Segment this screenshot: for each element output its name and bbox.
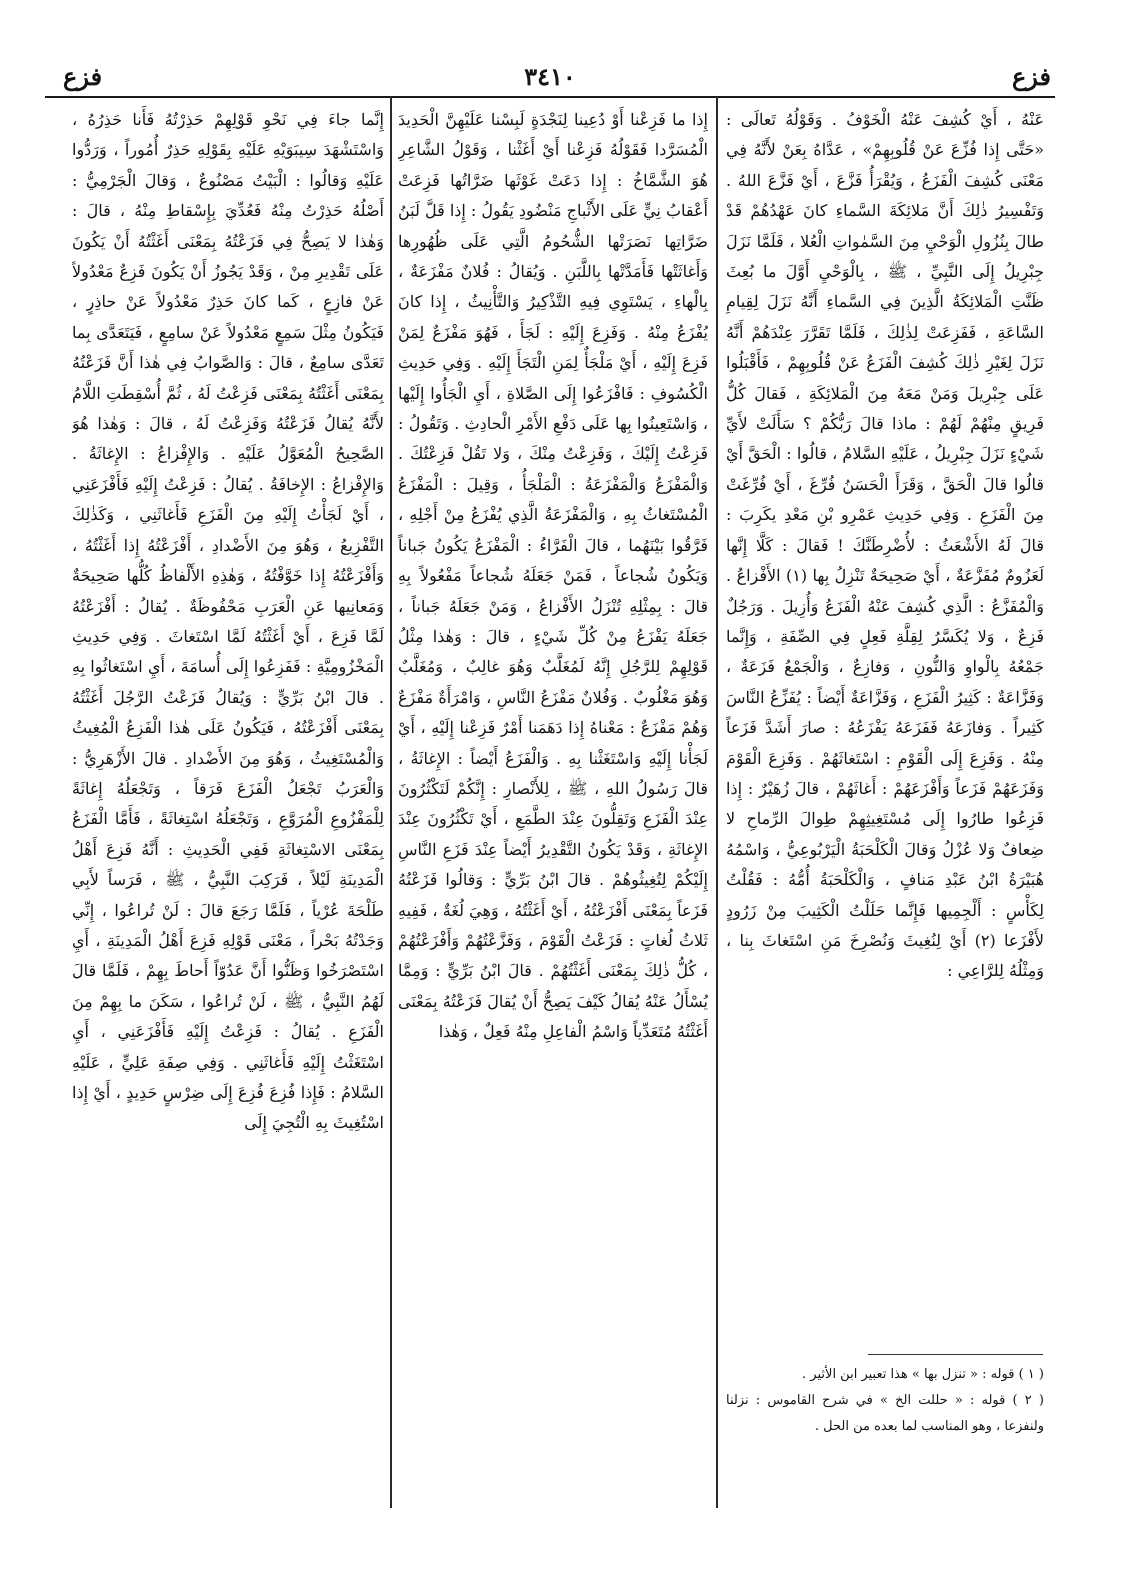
column-text: إِنَّما جاءَ فِي نَحْوِ قَوْلِهِمْ حَذِرْتُهُ فَأَنا حَذِرُهُ ، وَاسْتَشْهَدَ سِيبَوَيْهِ عَلَيْهِ بِقَوْلِهِ حَذِرٌ أُمُوراً ، وَرَدُّوا عَلَيْهِ وَقالُوا : الْبَيْتُ مَصْنُوعٌ ، وَقالَ الْجَرْمِيُّ : أَصْلُهُ حَذِرْتُ مِنْهُ فَعُدِّيَ بِإِسْقاطِ مِنْهُ ، قالَ : وَهٰذا لا يَصِحُّ فِي فَزَعْتُهُ بِمَعْنَى أَغَثْتُهُ أَنْ يَكُونَ عَلَى تَقْدِيرِ مِنْ ، وَقَدْ يَجُوزُ أَنْ يَكُونَ فَزِعٌ مَعْدُولاً عَنْ فازِعٍ ، كَما كانَ حَذِرٌ مَعْدُولاً عَنْ حاذِرٍ ، فَيَكُونُ مِثْلَ سَمِعٍ مَعْدُولاً عَنْ سامِعٍ ، فَيَتَعَدَّى بِما تَعَدَّى سامِعٌ ، قالَ : وَالصَّوابُ فِي هٰذا أَنَّ فَزَعْتُهُ بِمَعْنَى أَغَثْتُهُ بِمَعْنَى فَزِعْتُ لَهُ ، ثُمَّ أُسْقِطَتِ اللَّامُ لأَنَّهُ يُقالُ فَزَعْتُهُ وَفَزِعْتُ لَهُ ، قالَ : وَهٰذا هُوَ الصَّحِيحُ الْمُعَوَّلُ عَلَيْهِ . وَالإِفْزاعُ : الإِغاثَةُ . وَالإِفْزاعُ : الإِخافَةُ . يُقالُ : فَزِعْتُ إِلَيْهِ فَأَفْزَعَنِي ، أَيْ لَجَأْتُ إِلَيْهِ مِنَ الْفَزَعِ فَأَغاثَنِي ، وَكَذٰلِكَ التَّفْزِيعُ ، وَهُوَ مِنَ الأَضْدادِ ، أَفْزَعْتُهُ إِذا أَغَثْتُهُ ، وَأَفْزَعْتُهُ إِذا خَوَّفْتُهُ ، وَهٰذِهِ الأَلْفاظُ كُلُّها صَحِيحَةٌ وَمَعانِيها عَنِ الْعَرَبِ مَحْفُوظَةٌ . يُقالُ : أَفْزَعْتُهُ لَمَّا فَزِعَ ، أَيْ أَغَثْتُهُ لَمَّا اسْتَغاثَ . وَفِي حَدِيثِ الْمَخْزُومِيَّةِ : فَفَزِعُوا إِلَى أُسامَةَ ، أَيِ اسْتَغاثُوا بِهِ . قالَ ابْنُ بَرِّيٍّ : وَيُقالُ فَزَعْتُ الرَّجُلَ أَغَثْتُهُ بِمَعْنَى أَفْزَعْتُهُ ، فَيَكُونُ عَلَى هٰذا الْفَزِعُ الْمُغِيثُ وَالْمُسْتَغِيثُ ، وَهُوَ مِنَ الأَضْدادِ . قالَ الأَزْهَرِيُّ : وَالْعَرَبُ تَجْعَلُ الْفَزَعَ فَرَقاً ، وَتَجْعَلُهُ إِغاثَةً لِلْمَفْزُوعِ الْمُرَوَّعِ ، وَتَجْعَلُهُ اسْتِغاثَةً ، فَأَمَّا الْفَزَعُ بِمَعْنَى الاسْتِغاثَةِ فَفِي الْحَدِيثِ : أَنَّهُ فَزِعَ أَهْلُ الْمَدِينَةِ لَيْلاً ، فَرَكِبَ النَّبِيُّ ، ﷺ ، فَرَساً لأَبِي طَلْحَةَ عُرْياً ، فَلَمَّا رَجَعَ قالَ : لَنْ تُراعُوا ، إِنِّي وَجَدْتُهُ بَحْراً ، مَعْنَى قَوْلِهِ فَزِعَ أَهْلُ الْمَدِينَةِ ، أَيِ اسْتَصْرَخُوا وَظَنُّوا أَنَّ عَدُوّاً أَحاطَ بِهِمْ ، فَلَمَّا قالَ لَهُمُ النَّبِيُّ ، ﷺ ، لَنْ تُراعُوا ، سَكَنَ ما بِهِمْ مِنَ الْفَزَعِ . يُقالُ : فَزِعْتُ إِلَيْهِ فَأَفْزَعَنِي ، أَيِ اسْتَغَثْتُ إِلَيْهِ فَأَغاثَنِي . وَفِي صِفَةِ عَلِيٍّ ، عَلَيْهِ السَّلامُ : فَإِذا فُزِعَ فُزِعَ إِلَى ضِرْسٍ حَدِيدٍ ، أَيْ إِذا اسْتُغِيثَ بِهِ الْتُجِيَ إِلَى <box>72 110 384 1133</box>
column-divider-right <box>716 96 718 1508</box>
text-column-right <box>726 105 1044 1405</box>
column-text: عَنْهُ ، أَيْ كُشِفَ عَنْهُ الْخَوْفُ . وَقَوْلُهُ تَعالَى : «حَتَّى إِذا فُزِّعَ عَنْ قُلُوبِهِمْ» ، عَدَّاهُ بِعَنْ لأَنَّهُ فِي مَعْنَى كُشِفَ الْفَزَعُ ، وَيُقْرَأُ فَزَّعَ ، أَيْ فَزَّعَ اللهُ . وَتَفْسِيرُ ذٰلِكَ أَنَّ مَلائِكَةَ السَّماءِ كانَ عَهْدُهُمْ قَدْ طالَ بِنُزُولِ الْوَحْيِ مِنَ السَّمٰواتِ الْعُلا ، فَلَمَّا نَزَلَ جِبْرِيلُ إِلَى النَّبِيِّ ، ﷺ ، بِالْوَحْيِ أَوَّلَ ما بُعِثَ ظَنَّتِ الْمَلائِكَةُ الَّذِينَ فِي السَّماءِ أَنَّهُ نَزَلَ لِقِيامِ السَّاعَةِ ، فَفَزِعَتْ لِذٰلِكَ ، فَلَمَّا تَقَرَّرَ عِنْدَهُمْ أَنَّهُ نَزَلَ لِغَيْرِ ذٰلِكَ كُشِفَ الْفَزَعُ عَنْ قُلُوبِهِمْ ، فَأَقْبَلُوا عَلَى جِبْرِيلَ وَمَنْ مَعَهُ مِنَ الْمَلائِكَةِ ، فَقالَ كُلُّ فَرِيقٍ مِنْهُمْ لَهُمْ : ماذا قالَ رَبُّكُمْ ؟ سَأَلَتْ لأَيِّ شَيْءٍ نَزَلَ جِبْرِيلُ ، عَلَيْهِ السَّلامُ ، قالُوا : الْحَقَّ أَيْ قالُوا قالَ الْحَقَّ ، وَقَرَأَ الْحَسَنُ فُرِّغَ ، أَيْ فُرِّغَتْ مِنَ الْفَزَعِ . وَفِي حَدِيثِ عَمْرِو بْنِ مَعْدِ يكَرِبَ : قالَ لَهُ الأَشْعَثُ : لأُضْرِطَنَّكَ ! فَقالَ : كَلَّا إِنَّها لَعَزُومٌ مُفَزَّعَةٌ ، أَيْ صَحِيحَةٌ تَنْزِلُ بِها (١) الأَفْزاعُ . وَالْمُفَزَّعُ : الَّذِي كُشِفَ عَنْهُ الْفَزَعُ وَأُزِيلَ . وَرَجُلٌ فَزِعٌ ، وَلا يُكَسَّرُ لِقِلَّةِ فَعِلٍ فِي الصِّفَةِ ، وَإِنَّما جَمْعُهُ بِالْواوِ وَالنُّونِ ، وَفازِعٌ ، وَالْجَمْعُ فَزَعَةٌ ، وَفَزَّاعَةٌ : كَثِيرُ الْفَزَعِ ، وَفَزَّاعَةٌ أَيْضاً : يُفَزِّعُ النَّاسَ كَثِيراً . وَفازَعَهُ فَفَزَعَهُ يَفْزَعُهُ : صارَ أَشَدَّ فَزَعاً مِنْهُ . وَفَزِعَ إِلَى الْقَوْمِ : اسْتَغاثَهُمْ . وَفَزِعَ الْقَوْمَ وَفَزَعَهُمْ فَزَعاً وَأَفْزَعَهُمْ : أَغاثَهُمْ ، قالَ زُهَيْرٌ : إِذا فَزِعُوا طارُوا إِلَى مُسْتَغِيثِهِمْ طِوالَ الرِّماحِ لا ضِعافٌ وَلا عُزْلُ وَقالَ الْكَلْحَبَةُ الْيَرْبُوعِيُّ ، وَاسْمُهُ هُبَيْرَةُ ابْنُ عَبْدِ مَنافٍ ، وَالْكَلْحَبَةُ أُمُّهُ : فَقُلْتُ لِكَأْسٍ : أَلْجِمِيها فَإِنَّما حَلَلْتُ الْكَثِيبَ مِنْ زَرُودٍ لأَفْزَعا (٢) أَيْ لِنُغِيثَ وَنُصْرِخَ مَنِ اسْتَغاثَ بِنا ، وَمِثْلُهُ لِلرَّاعِي : <box>726 110 1044 981</box>
text-column-left <box>72 105 384 1500</box>
page-header <box>45 58 1055 98</box>
column-text: إِذا ما فَزِعْنا أَوْ دُعِينا لِنَجْدَةٍ لَبِسْنا عَلَيْهِنَّ الْحَدِيدَ الْمُسَرَّدا فَقَوْلُهُ فَزِعْنا أَيْ أَغَثْنا ، وَقَوْلُ الشَّاعِرِ هُوَ الشَّمَّاخُ : إِذا دَعَتْ غَوْثَها ضَرَّاتُها فَزِعَتْ أَعْقابُ نِيٍّ عَلَى الأَثْباجِ مَنْضُودِ يَقُولُ : إِذا قَلَّ لَبَنُ ضَرَّاتِها نَصَرَتْها الشُّحُومُ الَّتِي عَلَى ظُهُورِها وَأَغاثَتْها فَأَمَدَّتْها بِاللَّبَنِ . وَيُقالُ : فُلانٌ مَفْزَعَةٌ ، بِالْهاءِ ، يَسْتَوِي فِيهِ التَّذْكِيرُ وَالتَّأْنِيثُ ، إِذا كانَ يُفْزَعُ مِنْهُ . وَفَزِعَ إِلَيْهِ : لَجَأَ ، فَهُوَ مَفْزَعٌ لِمَنْ فَزِعَ إِلَيْهِ ، أَيْ مَلْجَأٌ لِمَنِ الْتَجَأَ إِلَيْهِ . وَفِي حَدِيثِ الْكُسُوفِ : فَافْزَعُوا إِلَى الصَّلاةِ ، أَيِ الْجَأُوا إِلَيْها ، وَاسْتَعِينُوا بِها عَلَى دَفْعِ الأَمْرِ الْحادِثِ . وَتَقُولُ : فَزِعْتُ إِلَيْكَ ، وَفَزِعْتُ مِنْكَ ، وَلا تَقُلْ فَزِعْتُكَ . وَالْمَفْزَعُ وَالْمَفْزَعَةُ : الْمَلْجَأُ ، وَقِيلَ : الْمَفْزَعُ الْمُسْتَغاثُ بِهِ ، وَالْمَفْزَعَةُ الَّذِي يُفْزَعُ مِنْ أَجْلِهِ ، فَرَّقُوا بَيْنَهُما ، قالَ الْفَرَّاءُ : الْمَفْزَعُ يَكُونُ جَباناً وَيَكُونُ شُجاعاً ، فَمَنْ جَعَلَهُ شُجاعاً مَفْعُولاً بِهِ قالَ : بِمِثْلِهِ تُنْزَلُ الأَفْزاعُ ، وَمَنْ جَعَلَهُ جَباناً ، جَعَلَهُ يَفْزَعُ مِنْ كُلِّ شَيْءٍ ، قالَ : وَهٰذا مِثْلُ قَوْلِهِمْ لِلرَّجُلِ إِنَّهُ لَمُغَلَّبٌ وَهُوَ غالِبٌ ، وَمُغَلَّبٌ وَهُوَ مَغْلُوبٌ . وَفُلانٌ مَفْزَعُ النَّاسِ ، وَامْرَأَةٌ مَفْزَعٌ وَهُمْ مَفْزَعٌ : مَعْناهُ إِذا دَهَمَنا أَمْرٌ فَزِعْنا إِلَيْهِ ، أَيْ لَجَأْنا إِلَيْهِ وَاسْتَغَثْنا بِهِ . وَالْفَزَعُ أَيْضاً : الإِغاثَةُ ، قالَ رَسُولُ اللهِ ، ﷺ ، لِلأَنْصارِ : إِنَّكُمْ لَتَكْثُرُونَ عِنْدَ الْفَزَعِ وَتَقِلُّونَ عِنْدَ الطَّمَعِ ، أَيْ تَكْثُرُونَ عِنْدَ الإِغاثَةِ ، وَقَدْ يَكُونُ التَّقْدِيرُ أَيْضاً عِنْدَ فَزَعِ النَّاسِ إِلَيْكُمْ لِتُغِيثُوهُمْ . قالَ ابْنُ بَرِّيٍّ : وَقالُوا فَزَعْتُهُ فَزَعاً بِمَعْنَى أَفْزَعْتُهُ ، أَيْ أَغَثْتُهُ ، وَهِيَ لُغَةٌ ، فَفِيهِ ثَلاثُ لُغاتٍ : فَزَعْتُ الْقَوْمَ ، وَفَزَّعْتُهُمْ وَأَفْزَعْتُهُمْ ، كُلُّ ذٰلِكَ بِمَعْنَى أَغَثْتُهُمْ . قالَ ابْنُ بَرِّيٍّ : وَمِمَّا يُسْأَلُ عَنْهُ يُقالُ كَيْفَ يَصِحُّ أَنْ يُقالَ فَزَعْتُهُ بِمَعْنَى أَغَثْتُهُ مُتَعَدِّياً وَاسْمُ الْفاعِلِ مِنْهُ فَعِلٌ ، وَهٰذا <box>398 110 708 1042</box>
footnote: ( ٢ ) قوله : « حللت الخ » في شرح القاموس : نزلنا ولنفزعا ، وهو المناسب لما بعده من الحل . <box>726 1393 1044 1434</box>
page-number: ٣٤١٠ <box>524 62 576 91</box>
text-column-middle <box>398 105 708 1500</box>
footnote-separator <box>868 1354 1043 1355</box>
footnote: ( ١ ) قوله : « تنزل بها » هذا تعبير ابن الأثير . <box>802 1367 1044 1382</box>
column-divider-left <box>390 96 392 1508</box>
footnotes <box>726 1362 1044 1462</box>
header-root-word-left: فزع <box>63 62 103 91</box>
header-root-word-right: فزع <box>1011 62 1051 91</box>
